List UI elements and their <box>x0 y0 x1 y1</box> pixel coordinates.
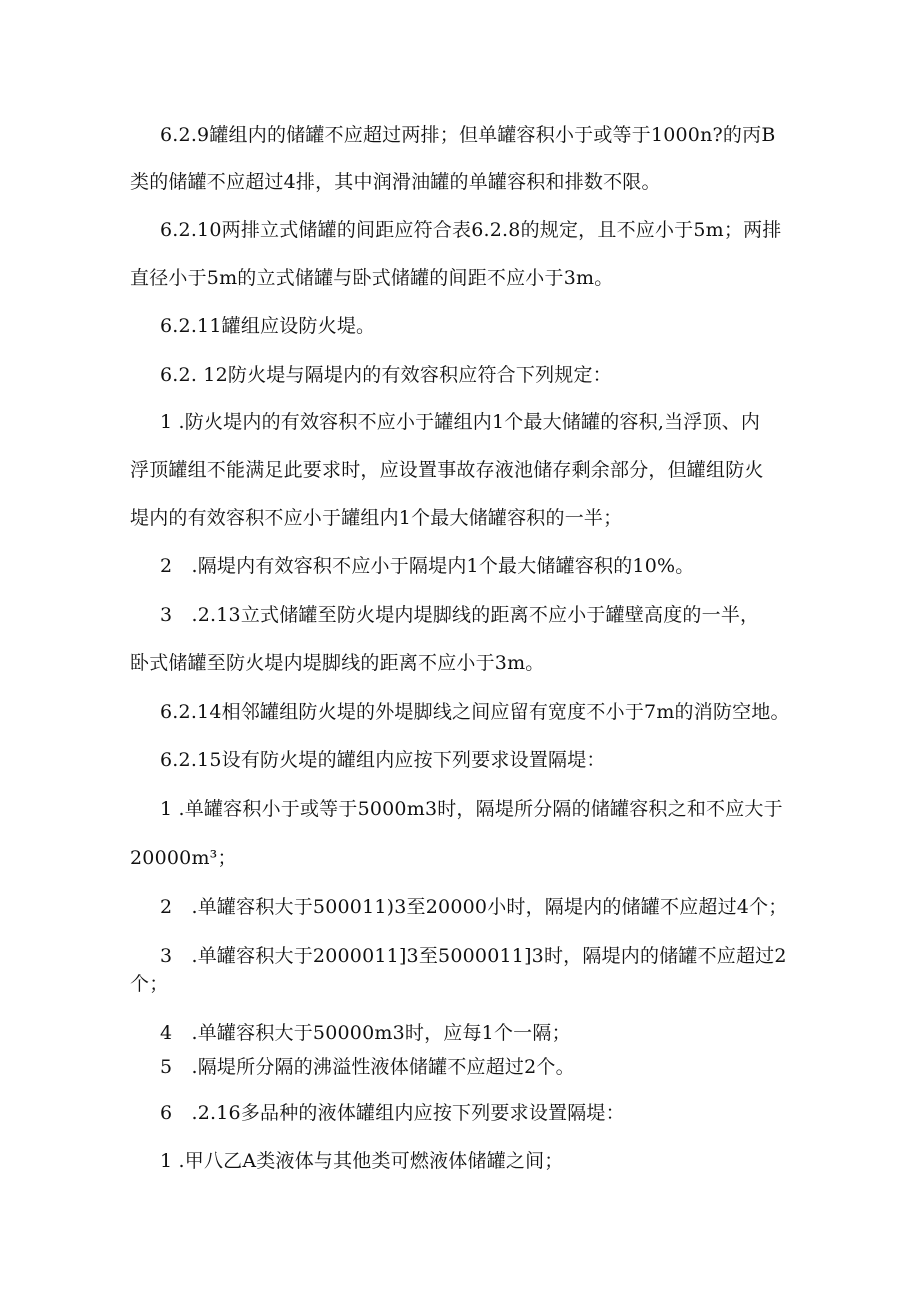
sub-item-4: 4 .单罐容积大于50000m3时，应每1个一隔； <box>160 1022 571 1044</box>
paragraph-6-2-15: 6.2.15设有防火堤的罐组内应按下列要求设置隔堤： <box>160 749 606 771</box>
sub-item-2: 2 .单罐容积大于500011)3至20000小时，隔堤内的储罐不应超过4个； <box>160 896 788 918</box>
item-3-line-1: 3 .2.13立式储罐至防火堤内堤脚线的距离不应小于罐壁高度的一半， <box>160 604 760 626</box>
paragraph-6-2-14: 6.2.14相邻罐组防火堤的外堤脚线之间应留有宽度不小于7m的消防空地。 <box>160 701 790 723</box>
sub-item-5: 5 .隔堤所分隔的沸溢性液体储罐不应超过2个。 <box>160 1056 575 1078</box>
item-1-line-1: 1 .防火堤内的有效容积不应小于罐组内1个最大储罐的容积,当浮顶、内 <box>160 411 761 433</box>
sub-item-1-line-2: 20000m³； <box>130 847 237 869</box>
item-1-line-2: 浮顶罐组不能满足此要求时，应设置事故存液池储存剩余部分，但罐组防火 <box>130 459 764 481</box>
sub-item-3-line-2: 个； <box>130 973 169 995</box>
paragraph-6-2-9-line-2: 类的储罐不应超过4排，其中润滑油罐的单罐容积和排数不限。 <box>130 171 661 193</box>
sub-item-1-line-1: 1 .单罐容积小于或等于5000m3时，隔堤所分隔的储罐容积之和不应大于 <box>160 798 783 820</box>
paragraph-6-2-10-line-1: 6.2.10两排立式储罐的间距应符合表6.2.8的规定，且不应小于5m；两排 <box>160 219 782 241</box>
paragraph-6-2-16: 6 .2.16多品种的液体罐组内应按下列要求设置隔堤： <box>160 1102 625 1124</box>
paragraph-6-2-10-line-2: 直径小于5m的立式储罐与卧式储罐的间距不应小于3m。 <box>130 267 614 289</box>
item-1-line-3: 堤内的有效容积不应小于罐组内1个最大储罐容积的一半； <box>130 507 623 529</box>
liquid-item-1: 1 .甲八乙A类液体与其他类可燃液体储罐之间； <box>160 1150 564 1172</box>
sub-item-3-line-1: 3 .单罐容积大于2000011]3至5000011]3时，隔堤内的储罐不应超过2 <box>160 945 787 967</box>
item-2: 2 .隔堤内有效容积不应小于隔堤内1个最大储罐容积的10%。 <box>160 555 695 577</box>
paragraph-6-2-9-line-1: 6.2.9罐组内的储罐不应超过两排；但单罐容积小于或等于1000n?的丙B <box>160 124 776 146</box>
paragraph-6-2-12: 6.2. 12防火堤与隔堤内的有效容积应符合下列规定： <box>160 364 612 386</box>
paragraph-6-2-11: 6.2.11罐组应设防火堤。 <box>160 315 376 337</box>
item-3-line-2: 卧式储罐至防火堤内堤脚线的距离不应小于3m。 <box>130 652 545 674</box>
